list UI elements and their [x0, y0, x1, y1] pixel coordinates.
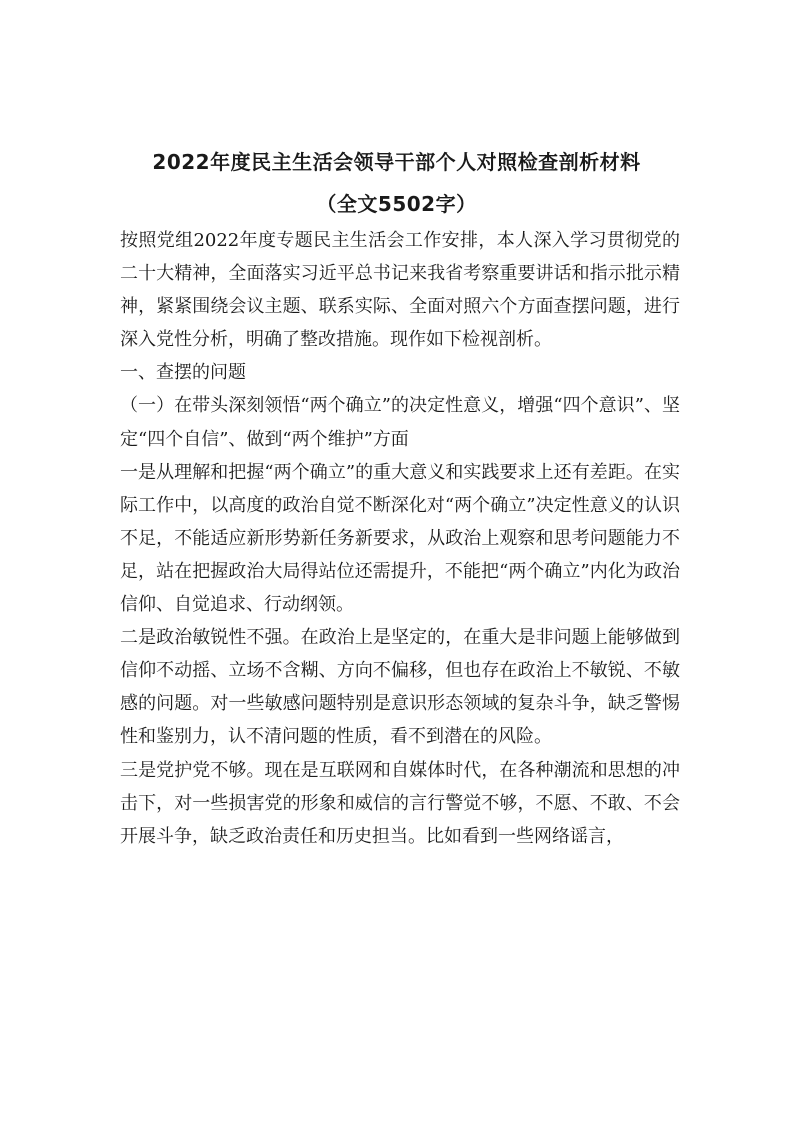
point-1-paragraph: 一是从理解和把握“两个确立”的重大意义和实践要求上还有差距。在实际工作中，以高度的政治自觉不断深化对“两个确立”决定性意义的认识不足，不能适应新形势新任务新要求，从政治上观察和思考问题能力不足，站在把握政治大局得站位还需提升，不能把“两个确立”内化为政治信仰、自觉追求、行动纲领。	[120, 461, 680, 616]
subsection-heading-1: （一）在带头深刻领悟“两个确立”的决定性意义，增强“四个意识”、坚定“四个自信”、做到“两个维护”方面	[120, 395, 680, 450]
intro-paragraph: 按照党组2022年度专题民主生活会工作安排，本人深入学习贯彻党的二十大精神，全面落实习近平总书记来我省考察重要讲话和指示批示精神，紧紧围绕会议主题、联系实际、全面对照六个方面查摆问题，进行深入党性分析，明确了整改措施。现作如下检视剖析。	[120, 230, 680, 351]
section-heading-1: 一、查摆的问题	[120, 362, 246, 384]
point-2-paragraph: 二是政治敏锐性不强。在政治上是坚定的，在重大是非问题上能够做到信仰不动摇、立场不含糊、方向不偏移，但也存在政治上不敏锐、不敏感的问题。对一些敏感问题特别是意识形态领域的复杂斗争，缺乏警惕性和鉴别力，认不清问题的性质，看不到潜在的风险。	[120, 627, 680, 748]
document-subtitle: （全文5502字）	[316, 192, 477, 216]
document-title: 2022年度民主生活会领导干部个人对照检查剖析材料	[152, 150, 641, 174]
point-3-paragraph: 三是党护党不够。现在是互联网和自媒体时代，在各种潮流和思想的冲击下，对一些损害党的形象和威信的言行警觉不够，不愿、不敢、不会开展斗争，缺乏政治责任和历史担当。比如看到一些网络谣言，	[120, 759, 680, 847]
document-body	[120, 224, 680, 853]
